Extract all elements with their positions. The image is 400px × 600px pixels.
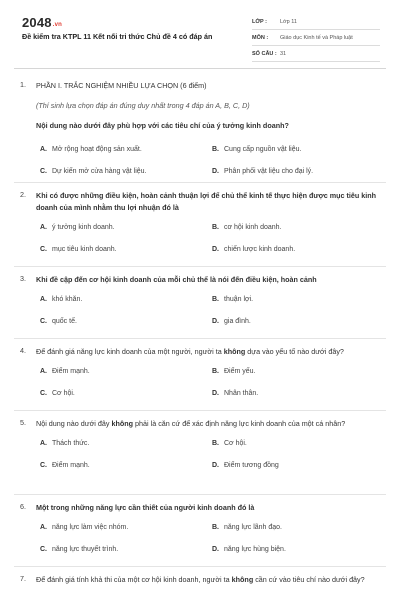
option-d[interactable] <box>212 318 251 325</box>
question-text-part: Nội dung nào dưới đây <box>36 419 112 428</box>
question-text-part: phải là căn cứ để xác định năng lực kinh doanh của một cá nhân? <box>133 419 346 428</box>
question-keyword: không <box>111 419 134 428</box>
option-text: Nhân thân. <box>224 390 259 397</box>
option-text: Phân phối vật liệu cho đại lý. <box>224 168 314 175</box>
option-c[interactable] <box>40 168 147 175</box>
question-text: Nội dung nào dưới đây phù hợp với các tiêu chí của ý tưởng kinh doanh? <box>36 121 289 130</box>
option-letter: D. <box>212 246 219 253</box>
option-text: quốc tế. <box>52 318 77 325</box>
info-label: MÔN : <box>252 34 269 41</box>
info-value: Giáo dục Kinh tế và Pháp luật <box>280 34 353 41</box>
option-text: Thách thức. <box>52 440 90 447</box>
question-separator <box>14 494 386 495</box>
exam-title: Đề kiểm tra KTPL 11 Kết nối tri thức Chủ đề 4 có đáp án <box>22 32 213 41</box>
option-letter: D. <box>212 546 219 553</box>
option-text: Cơ hội. <box>52 390 75 397</box>
option-d[interactable] <box>212 168 313 175</box>
option-text: gia đình. <box>224 318 251 325</box>
question-text-part: Để đánh giá năng lực kinh doanh của một người, người ta <box>36 347 224 356</box>
option-letter: C. <box>40 246 47 253</box>
option-letter: B. <box>212 524 219 531</box>
question-7 <box>20 574 382 586</box>
option-text: năng lực lãnh đạo. <box>224 524 283 531</box>
info-row-subject <box>252 30 380 46</box>
question-text-part: cần cứ vào tiêu chí nào dưới đây? <box>253 575 365 584</box>
question-4 <box>20 346 382 412</box>
info-value: 31 <box>280 50 287 57</box>
option-letter: A. <box>40 146 47 153</box>
question-separator <box>14 182 386 183</box>
option-b[interactable] <box>212 146 301 153</box>
logo-text: 2048 <box>22 15 52 30</box>
info-value: Lớp 11 <box>280 18 297 25</box>
question-text-part: Để đánh giá tính khả thi của một cơ hội kinh doanh, người ta <box>36 575 232 584</box>
option-letter: D. <box>212 462 219 469</box>
option-b[interactable] <box>212 296 253 303</box>
option-b[interactable] <box>212 440 247 447</box>
question-text: Một trong những năng lực cần thiết của người kinh doanh đó là <box>36 503 255 512</box>
option-a[interactable] <box>40 368 90 375</box>
document-header <box>0 0 400 66</box>
option-text: năng lực làm việc nhóm. <box>52 524 129 531</box>
question-number: 1. <box>20 80 26 89</box>
option-d[interactable] <box>212 246 295 253</box>
question-text <box>36 346 382 358</box>
option-c[interactable] <box>40 246 117 253</box>
question-text-part: dựa vào yếu tố nào dưới đây? <box>245 347 344 356</box>
option-letter: C. <box>40 318 47 325</box>
option-text: thuận lợi. <box>224 296 254 303</box>
option-a[interactable] <box>40 296 82 303</box>
question-2 <box>20 190 382 268</box>
question-number: 4. <box>20 346 26 355</box>
question-keyword: không <box>223 347 246 356</box>
option-letter: A. <box>40 440 47 447</box>
option-text: ý tưởng kinh doanh. <box>52 224 115 231</box>
option-text: cơ hội kinh doanh. <box>224 224 282 231</box>
question-number: 3. <box>20 274 26 283</box>
header-divider <box>14 68 386 69</box>
question-separator <box>14 566 386 567</box>
part-title: PHẦN I. TRẮC NGHIỆM NHIỀU LỰA CHỌN (6 điểm) <box>36 81 207 90</box>
info-label: SỐ CÂU : <box>252 50 277 57</box>
option-letter: A. <box>40 368 47 375</box>
option-letter: C. <box>40 462 47 469</box>
option-text: Mở rộng hoạt động sản xuất. <box>52 146 142 153</box>
option-text: mục tiêu kinh doanh. <box>52 246 117 253</box>
question-3 <box>20 274 382 340</box>
question-5 <box>20 418 382 484</box>
option-c[interactable] <box>40 390 75 397</box>
option-letter: B. <box>212 224 219 231</box>
question-separator <box>14 410 386 411</box>
option-text: Cung cấp nguồn vật liệu. <box>224 146 302 153</box>
option-letter: C. <box>40 546 47 553</box>
info-row-class <box>252 14 380 30</box>
question-number: 7. <box>20 574 26 583</box>
option-c[interactable] <box>40 318 77 325</box>
question-separator <box>14 266 386 267</box>
option-c[interactable] <box>40 462 90 469</box>
option-letter: D. <box>212 390 219 397</box>
option-b[interactable] <box>212 524 282 531</box>
question-text <box>36 418 382 430</box>
question-text: Khi có được những điều kiện, hoàn cảnh thuận lợi để chủ thể kinh tế thực hiện được mục tiêu kinh doanh của mình nhằm thu lợi nhuận đó là <box>36 191 377 212</box>
option-letter: D. <box>212 168 219 175</box>
option-text: khó khăn. <box>52 296 83 303</box>
option-d[interactable] <box>212 390 258 397</box>
question-separator <box>14 338 386 339</box>
option-letter: B. <box>212 146 219 153</box>
option-text: Điểm mạnh. <box>52 368 90 375</box>
option-b[interactable] <box>212 368 256 375</box>
option-letter: D. <box>212 318 219 325</box>
option-text: Điểm tương đồng <box>224 462 279 469</box>
question-keyword: không <box>231 575 254 584</box>
option-text: Điểm mạnh. <box>52 462 90 469</box>
option-b[interactable] <box>212 224 282 231</box>
option-a[interactable] <box>40 524 128 531</box>
option-letter: B. <box>212 296 219 303</box>
option-letter: A. <box>40 296 47 303</box>
option-a[interactable] <box>40 440 89 447</box>
option-text: năng lực hùng biện. <box>224 546 286 553</box>
logo-suffix: .vn <box>52 22 63 28</box>
option-letter: C. <box>40 168 47 175</box>
question-number: 2. <box>20 190 26 199</box>
option-letter: B. <box>212 368 219 375</box>
option-c[interactable] <box>40 546 118 553</box>
question-text <box>36 574 382 586</box>
question-number: 5. <box>20 418 26 427</box>
question-1 <box>20 80 382 192</box>
info-row-question-count <box>252 46 380 62</box>
part-instruction: (Thí sinh lựa chọn đáp án đúng duy nhất trong 4 đáp án A, B, C, D) <box>36 101 250 110</box>
site-logo[interactable] <box>22 15 62 30</box>
question-number: 6. <box>20 502 26 511</box>
option-a[interactable] <box>40 146 142 153</box>
option-text: năng lực thuyết trình. <box>52 546 119 553</box>
info-label: LỚP : <box>252 18 267 25</box>
option-text: chiến lược kinh doanh. <box>224 246 296 253</box>
option-letter: A. <box>40 524 47 531</box>
option-a[interactable] <box>40 224 115 231</box>
option-text: Dự kiến mở cửa hàng vật liệu. <box>52 168 147 175</box>
exam-info-panel <box>252 14 380 62</box>
question-text: Khi đề cập đến cơ hội kinh doanh của mỗi chủ thể là nói đến điều kiện, hoàn cảnh <box>36 275 317 284</box>
question-6 <box>20 502 382 568</box>
option-d[interactable] <box>212 546 286 553</box>
option-letter: A. <box>40 224 47 231</box>
option-text: Điểm yếu. <box>224 368 256 375</box>
option-letter: C. <box>40 390 47 397</box>
option-text: Cơ hội. <box>224 440 247 447</box>
option-d[interactable] <box>212 462 279 469</box>
option-letter: B. <box>212 440 219 447</box>
